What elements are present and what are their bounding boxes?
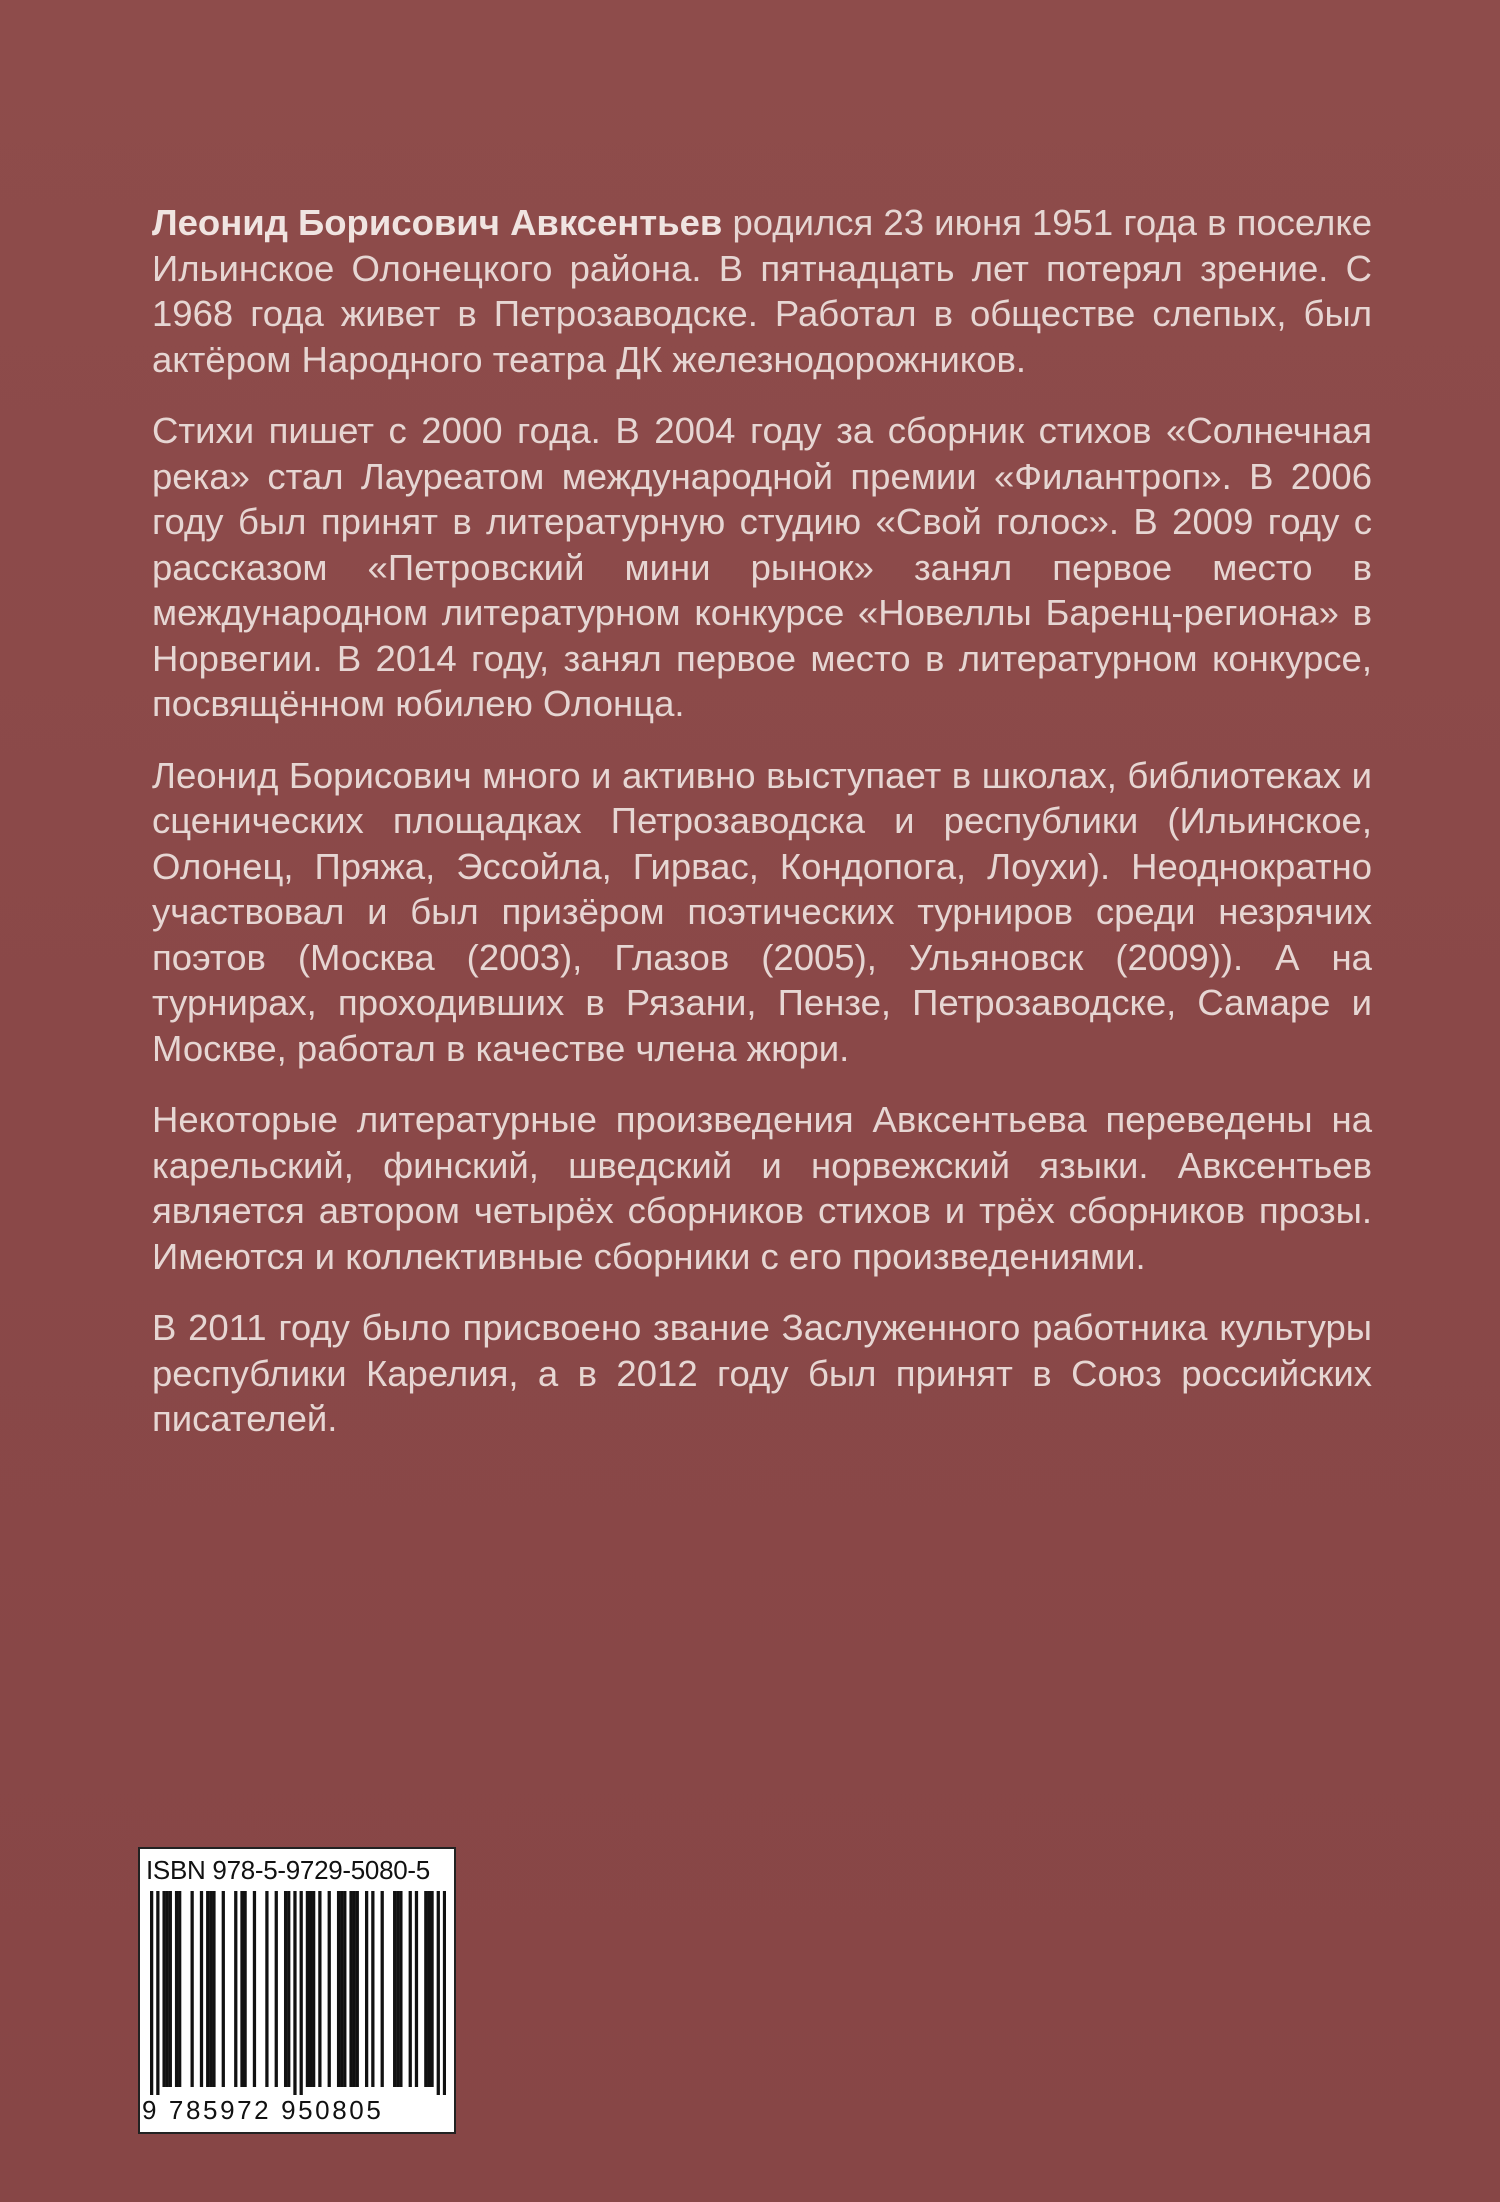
barcode-bar bbox=[328, 1891, 331, 2087]
barcode-bar bbox=[356, 1891, 359, 2087]
barcode-digits: 9 785972 950805 bbox=[142, 2095, 452, 2126]
barcode-bar bbox=[212, 1891, 215, 2087]
barcode-bar bbox=[312, 1891, 315, 2087]
barcode-bar bbox=[340, 1891, 343, 2087]
bio-paragraph-2: Стихи пишет с 2000 года. В 2004 году за сборник стихов «Солнечная река» стал Лауреатом международной премии «Филантроп». В 2006 году был принят в литературную студию «Свой голос». В 2009 году с рассказом «Петровский мини рынок» занял первое место в международном литературном конкурсе «Новеллы Баренц-региона» в Норвегии. В 2014 году, занял первое место в литературном конкурсе, посвящённом юбилею Олонца. bbox=[152, 410, 1372, 724]
barcode-bar bbox=[150, 1891, 153, 2096]
barcode-bar bbox=[293, 1891, 296, 2096]
barcode-bar bbox=[318, 1891, 321, 2087]
bio-paragraph-1 bbox=[152, 200, 1372, 382]
barcode-bar bbox=[243, 1891, 246, 2087]
barcode-bar bbox=[234, 1891, 237, 2087]
barcode-bar bbox=[300, 1891, 303, 2096]
barcode-bar bbox=[424, 1891, 427, 2087]
barcode-bar bbox=[200, 1891, 203, 2087]
barcode-bar bbox=[409, 1891, 412, 2087]
barcode-bar bbox=[222, 1891, 225, 2087]
barcode-bar bbox=[178, 1891, 181, 2087]
barcode-bar bbox=[365, 1891, 368, 2087]
barcode-bar bbox=[353, 1891, 356, 2087]
barcode-bar bbox=[306, 1891, 309, 2087]
barcode-bar bbox=[443, 1891, 446, 2096]
barcode-bar bbox=[275, 1891, 278, 2087]
barcode-bars bbox=[150, 1891, 446, 2096]
barcode-bar bbox=[166, 1891, 169, 2087]
barcode-bar bbox=[371, 1891, 374, 2087]
barcode-bar bbox=[381, 1891, 384, 2087]
author-name: Леонид Борисович Авксентьев bbox=[152, 202, 723, 243]
barcode-bar bbox=[337, 1891, 340, 2087]
barcode-bar bbox=[437, 1891, 440, 2096]
barcode-bar bbox=[209, 1891, 212, 2087]
barcode-bar bbox=[191, 1891, 194, 2087]
barcode-bar bbox=[156, 1891, 159, 2096]
barcode-bar bbox=[349, 1891, 352, 2087]
barcode-bar bbox=[427, 1891, 430, 2087]
barcode-bar bbox=[265, 1891, 268, 2087]
barcode-bar bbox=[175, 1891, 178, 2087]
barcode-bar bbox=[240, 1891, 243, 2087]
barcode-bar bbox=[287, 1891, 290, 2087]
author-biography bbox=[152, 200, 1372, 1468]
bio-paragraph-4: Некоторые литературные произведения Авксентьева переведены на карельский, финский, шведский и норвежский языки. Авксентьев является автором четырёх сборников стихов и трёх сборников прозы. Имеются и коллективные сборники с его произведениями. bbox=[152, 1099, 1372, 1277]
barcode-bar bbox=[396, 1891, 399, 2087]
barcode-bar bbox=[206, 1891, 209, 2087]
isbn-label: ISBN 978-5-9729-5080-5 bbox=[146, 1855, 430, 1885]
barcode-bar bbox=[162, 1891, 165, 2087]
barcode-bar bbox=[393, 1891, 396, 2087]
barcode-bar bbox=[309, 1891, 312, 2087]
bio-paragraph-3: Леонид Борисович много и активно выступает в школах, библиотеках и сценических площадках Петрозаводска и республики (Ильинское, Олонец, Пряжа, Эссойла, Гирвас, Кондопога, Лоухи). Неоднократно участвовал и был призёром поэтических турниров среди незрячих поэтов (Москва (2003), Глазов (2005), Ульяновск (2009)). А на турнирах, проходивших в Рязани, Пензе, Петрозаводске, Самаре и Москве, работал в качестве члена жюри. bbox=[152, 754, 1372, 1069]
barcode-bar bbox=[253, 1891, 256, 2087]
barcode-bar bbox=[415, 1891, 418, 2087]
barcode-bar bbox=[284, 1891, 287, 2087]
isbn-barcode bbox=[138, 1847, 456, 2134]
bio-paragraph-1-text: родился 23 июня 1951 года в поселке Ильинское Олонецкого района. В пятнадцать лет потерял зрение. С 1968 года живет в Петрозаводске. Работал в обществе слепых, был актёром Народного театра ДК железнодорожников. bbox=[152, 202, 1372, 380]
barcode-bar bbox=[169, 1891, 172, 2087]
barcode-bar bbox=[343, 1891, 346, 2087]
barcode-bar bbox=[430, 1891, 433, 2087]
bio-paragraph-5: В 2011 году было присвоено звание Заслуженного работника культуры республики Карелия, а в 2012 году был принят в Союз российских писателей. bbox=[152, 1307, 1372, 1439]
barcode-bar bbox=[399, 1891, 402, 2087]
